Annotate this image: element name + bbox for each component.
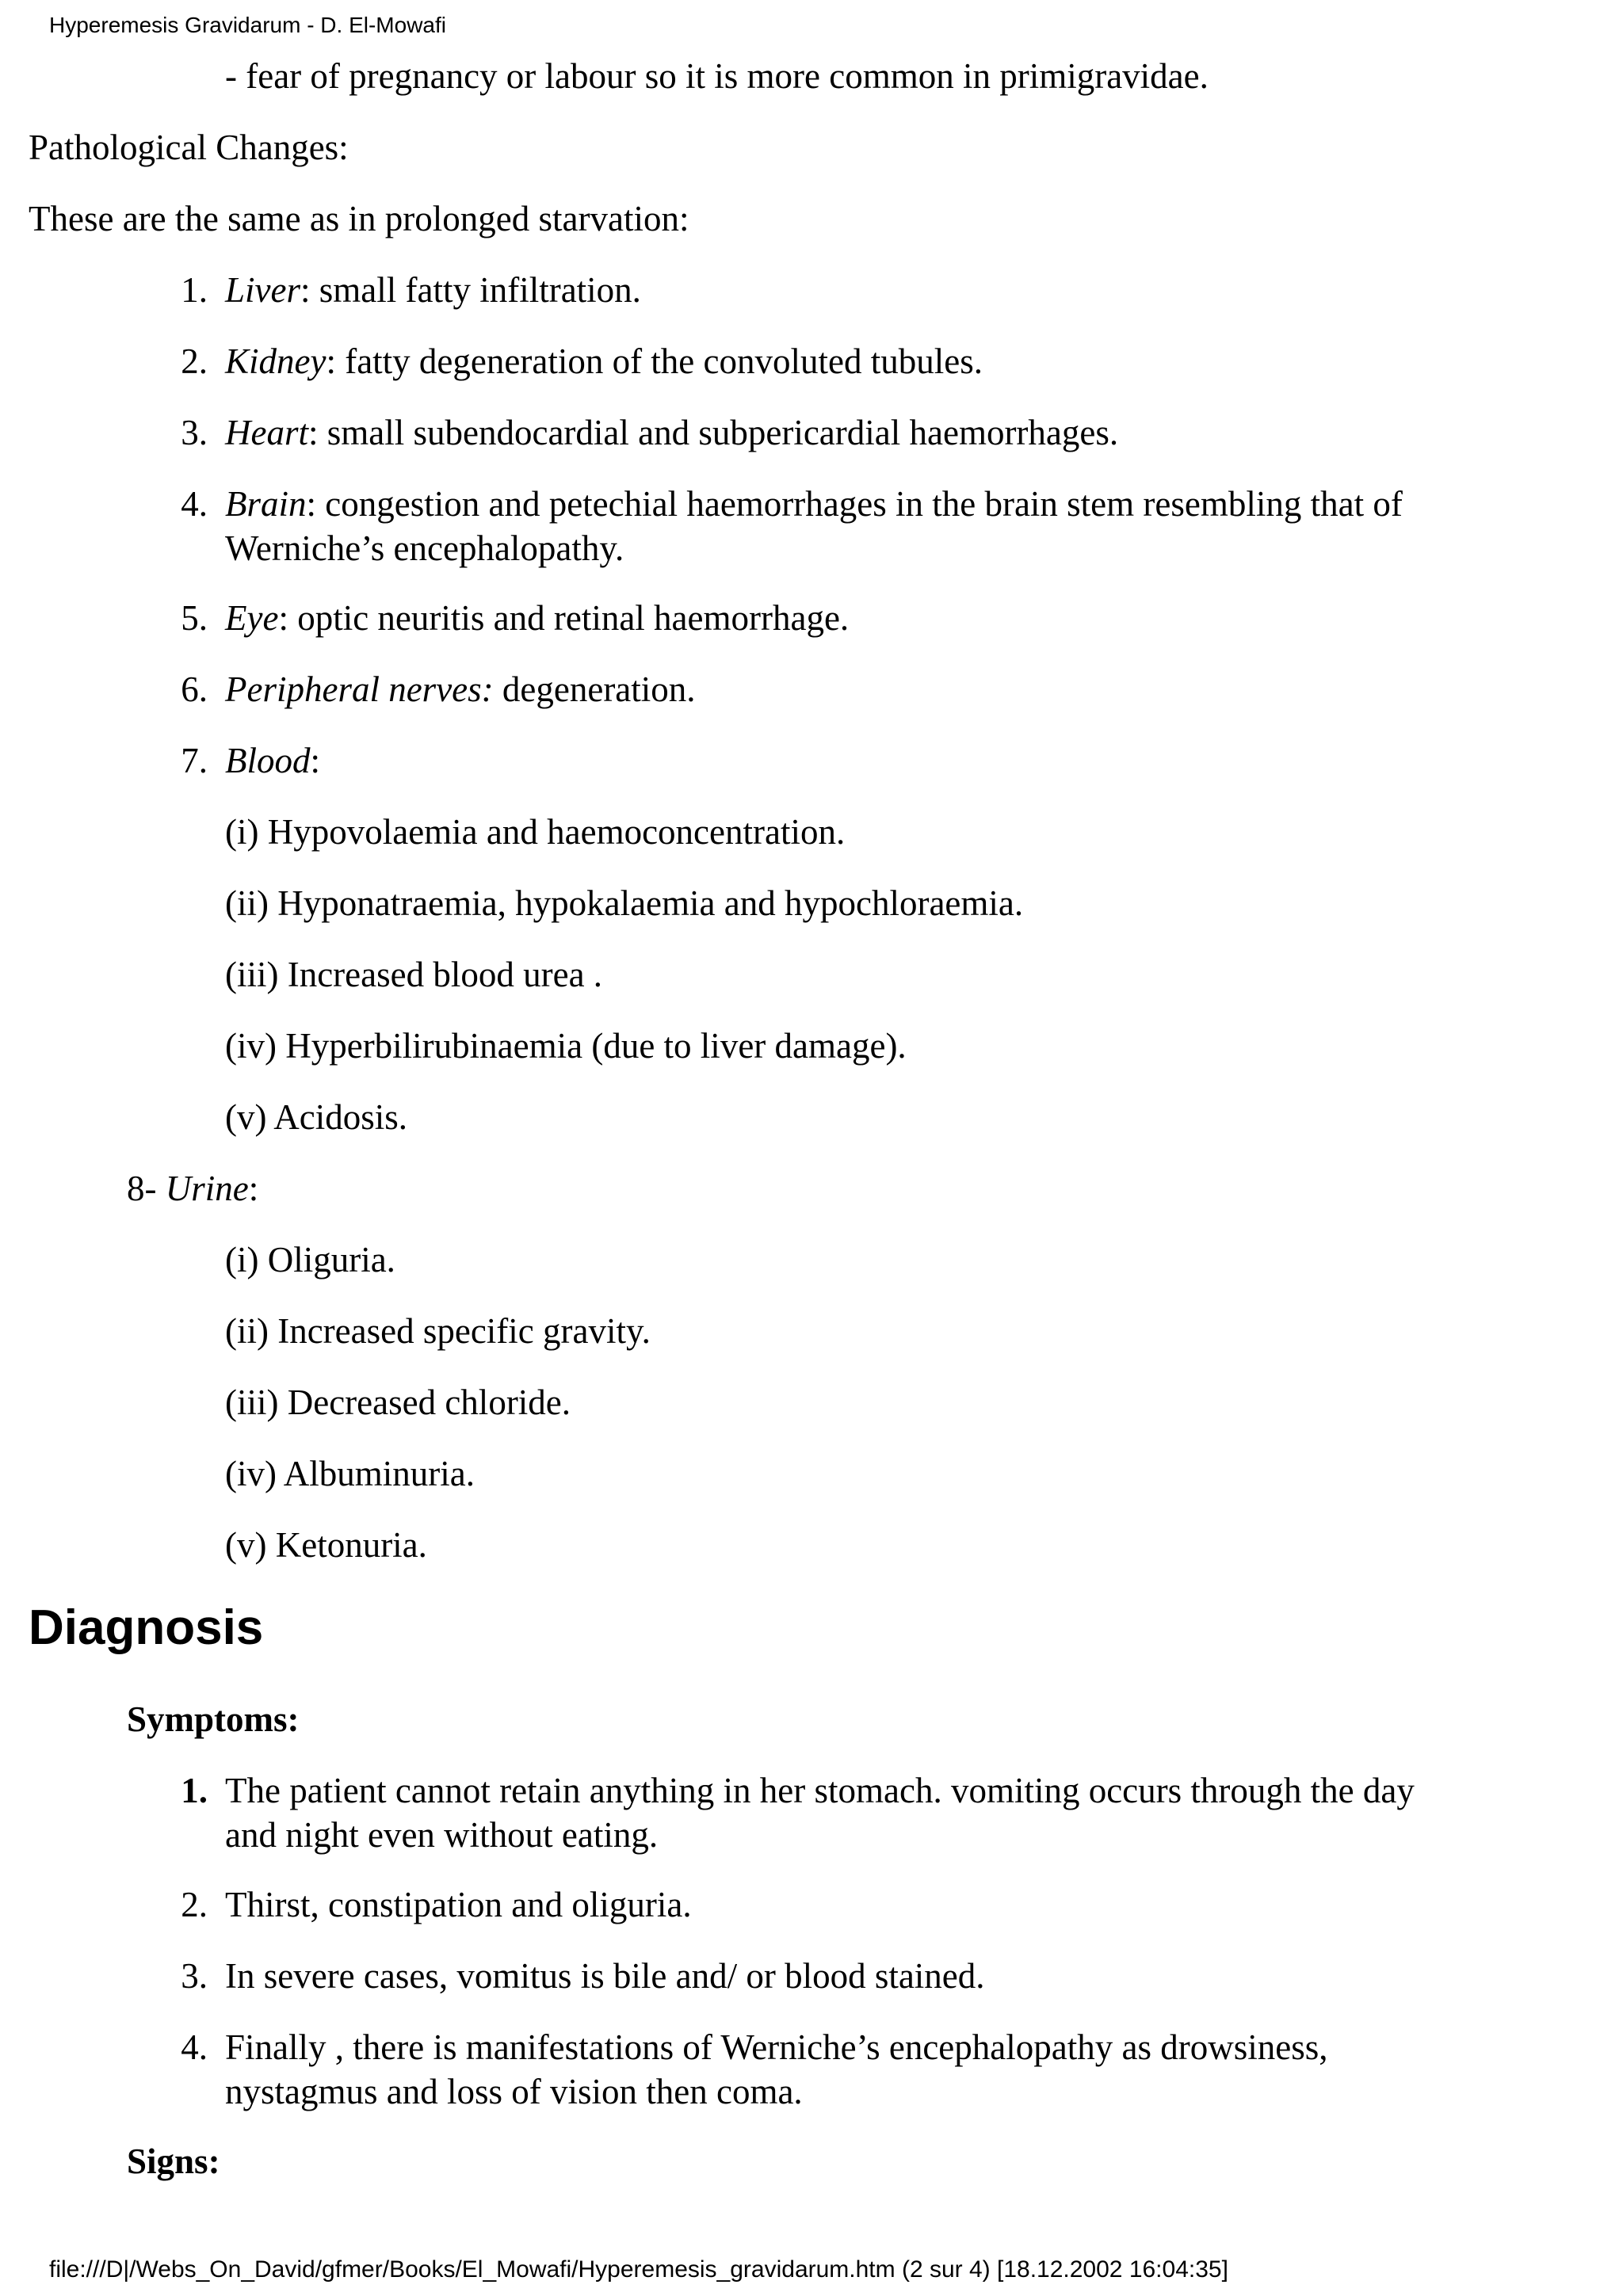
organ-description: : small fatty infiltration. xyxy=(300,270,641,310)
print-header-title: Hyperemesis Gravidarum - D. El-Mowafi xyxy=(49,13,446,37)
list-number: 1. xyxy=(181,270,208,310)
intro-line: - fear of pregnancy or labour so it is more common in primigravidae. xyxy=(225,56,1209,96)
urine-subitem: (iv) Albuminuria. xyxy=(225,1454,475,1493)
diagnosis-heading: Diagnosis xyxy=(29,1600,264,1655)
organ-term: Urine xyxy=(165,1169,249,1208)
urine-colon: : xyxy=(248,1169,259,1208)
blood-subitem: (v) Acidosis. xyxy=(225,1097,407,1137)
pathology-heading: Pathological Changes: xyxy=(29,128,349,167)
symptoms-heading: Symptoms: xyxy=(127,1699,300,1739)
organ-term: Brain xyxy=(225,484,307,524)
organ-term: Peripheral nerves: xyxy=(225,669,494,709)
organ-term: Blood xyxy=(225,741,311,780)
list-number: 2. xyxy=(181,341,208,381)
pathology-lead: These are the same as in prolonged starvation: xyxy=(29,199,689,238)
symptom-text: The patient cannot retain anything in her stomach. vomiting occurs through the day xyxy=(225,1771,1415,1810)
organ-description: : small subendocardial and subpericardial haemorrhages. xyxy=(308,413,1119,452)
symptom-text: Thirst, constipation and oliguria. xyxy=(225,1885,692,1924)
blood-subitem: (i) Hypovolaemia and haemoconcentration. xyxy=(225,812,846,852)
signs-heading: Signs: xyxy=(127,2142,220,2181)
symptom-text-continued: nystagmus and loss of vision then coma. xyxy=(225,2072,803,2111)
organ-description: : optic neuritis and retinal haemorrhage. xyxy=(278,598,850,638)
organ-description-continued: Werniche’s encephalopathy. xyxy=(225,528,624,568)
urine-number: 8- xyxy=(127,1169,166,1208)
urine-subitem: (ii) Increased specific gravity. xyxy=(225,1311,651,1351)
list-number: 3. xyxy=(181,1956,208,1996)
list-number: 4. xyxy=(181,2027,208,2067)
list-number: 5. xyxy=(181,598,208,638)
organ-term: Kidney xyxy=(225,341,327,381)
organ-term: Eye xyxy=(225,598,279,638)
list-number: 7. xyxy=(181,741,208,780)
list-number: 3. xyxy=(181,413,208,452)
organ-description: degeneration. xyxy=(493,669,696,709)
organ-description: : congestion and petechial haemorrhages in the brain stem resembling that of xyxy=(306,484,1403,524)
symptom-text-continued: and night even without eating. xyxy=(225,1815,659,1855)
urine-subitem: (i) Oliguria. xyxy=(225,1240,395,1280)
print-footer-path: file:///D|/Webs_On_David/gfmer/Books/El_Mowafi/Hyperemesis_gravidarum.htm (2 sur 4) [18.12.2002 16:04:35] xyxy=(49,2256,1228,2283)
blood-subitem: (ii) Hyponatraemia, hypokalaemia and hypochloraemia. xyxy=(225,883,1024,923)
blood-subitem: (iv) Hyperbilirubinaemia (due to liver damage). xyxy=(225,1026,907,1066)
organ-description: : xyxy=(310,741,321,780)
symptom-text: Finally , there is manifestations of Werniche’s encephalopathy as drowsiness, xyxy=(225,2027,1328,2067)
urine-subitem: (iii) Decreased chloride. xyxy=(225,1383,571,1422)
list-number: 2. xyxy=(181,1885,208,1924)
organ-description: : fatty degeneration of the convoluted tubules. xyxy=(326,341,983,381)
blood-subitem: (iii) Increased blood urea . xyxy=(225,955,603,994)
organ-term: Heart xyxy=(225,413,308,452)
list-number: 4. xyxy=(181,484,208,524)
symptom-text: In severe cases, vomitus is bile and/ or blood stained. xyxy=(225,1956,985,1996)
list-number: 1. xyxy=(181,1771,208,1810)
list-number: 6. xyxy=(181,669,208,709)
organ-term: Liver xyxy=(225,270,300,310)
urine-item xyxy=(127,1166,258,1211)
urine-subitem: (v) Ketonuria. xyxy=(225,1525,427,1565)
